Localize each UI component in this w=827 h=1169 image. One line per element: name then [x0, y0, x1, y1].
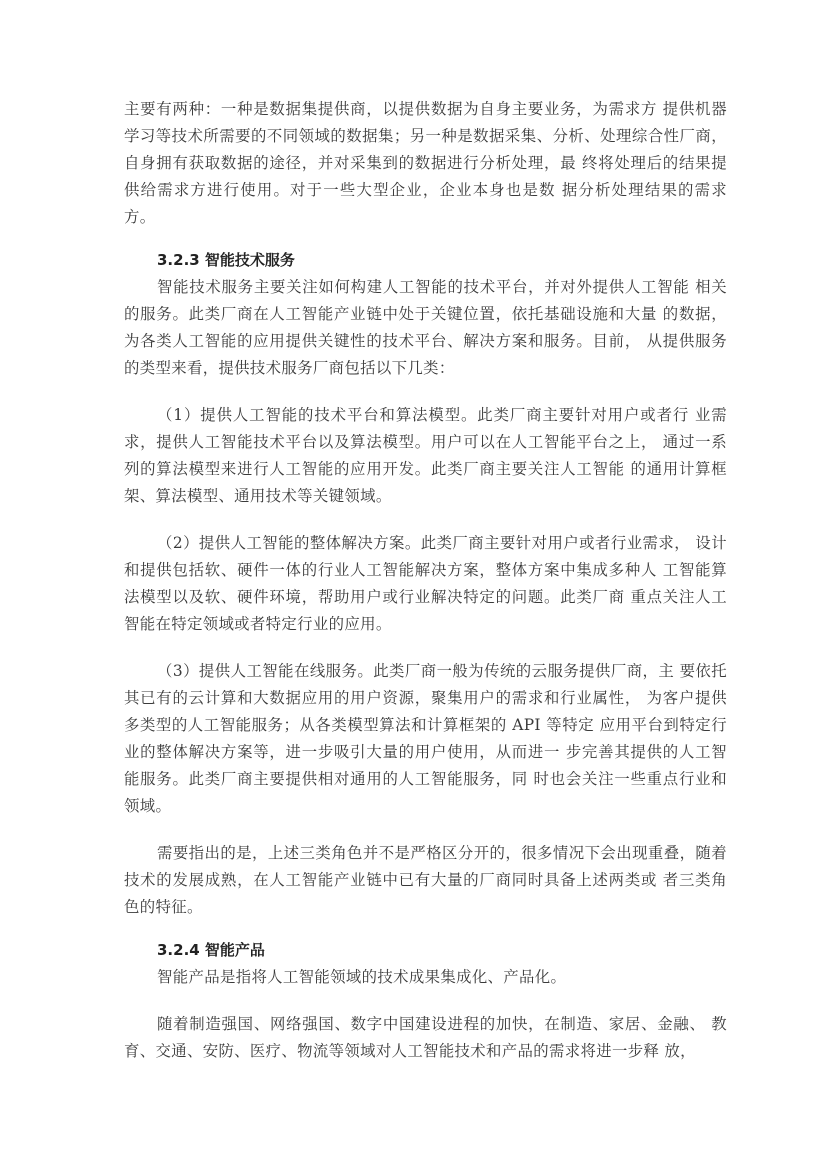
spacer: [124, 921, 727, 937]
paragraph-item-2: （2）提供人工智能的整体解决方案。此类厂商主要针对用户或者行业需求， 设计和提供包括软、硬件一体的行业人工智能解决方案，整体方案中集成多种人 工智能算法模型以及软、硬件环境，帮助用户或行业解决特定的问题。此类厂商 重点关注人工智能在特定领域或者特定行业的应用。: [124, 534, 727, 633]
section-heading-3-2-3: 3.2.3 智能技术服务: [157, 251, 295, 269]
paragraph-smart-products-demand: 随着制造强国、网络强国、数字中国建设进程的加快，在制造、家居、金融、 教育、交通、安防、医疗、物流等领域对人工智能技术和产品的需求将进一步释 放，: [124, 1015, 727, 1060]
paragraph-item-3: （3）提供人工智能在线服务。此类厂商一般为传统的云服务提供厂商，主 要依托其已有的云计算和大数据应用的用户资源，聚集用户的需求和行业属性， 为客户提供多类型的人工智能服务；从各类模型算法和计算框架的 API 等特定 应用平台到特定行业的整体解决方案等，进一步吸引大量的用户使用，从而进一 步完善其提供的人工智能服务。此类厂商主要提供相对通用的人工智能服务，同 时也会关注一些重点行业和领域。: [124, 662, 727, 815]
spacer: [124, 638, 727, 658]
paragraph-item-1: （1）提供人工智能的技术平台和算法模型。此类厂商主要针对用户或者行 业需求，提供人工智能技术平台以及算法模型。用户可以在人工智能平台之上， 通过一系列的算法模型来进行人工智能的应用开发。此类厂商主要关注人工智能 的通用计算框架、算法模型、通用技术等关键领域。: [124, 406, 727, 505]
spacer: [124, 382, 727, 402]
spacer: [124, 510, 727, 530]
paragraph-note: 需要指出的是，上述三类角色并不是严格区分开的，很多情况下会出现重叠，随着技术的发展成熟，在人工智能产业链中已有大量的厂商同时具备上述两类或 者三类角色的特征。: [124, 844, 727, 916]
paragraph-smart-products-intro: 智能产品是指将人工智能领域的技术成果集成化、产品化。: [157, 968, 567, 986]
spacer: [124, 231, 727, 247]
paragraph-data-providers: 主要有两种：一种是数据集提供商，以提供数据为自身主要业务，为需求方 提供机器学习等技术所需要的不同领域的数据集；另一种是数据采集、分析、处理综合性厂商，自身拥有获取数据的途径，并对采集到的数据进行分析处理，最 终将处理后的结果提供给需求方进行使用。对于一些大型企业，企业本身也是数 据分析处理结果的需求方。: [124, 100, 727, 226]
spacer: [124, 820, 727, 840]
spacer: [124, 991, 727, 1011]
section-heading-3-2-4: 3.2.4 智能产品: [157, 941, 265, 959]
paragraph-tech-services-intro: 智能技术服务主要关注如何构建人工智能的技术平台，并对外提供人工智能 相关的服务。此类厂商在人工智能产业链中处于关键位置，依托基础设施和大量 的数据，为各类人工智能的应用提供关键性的技术平台、解决方案和服务。目前， 从提供服务的类型来看，提供技术服务厂商包括以下几类：: [124, 278, 727, 377]
